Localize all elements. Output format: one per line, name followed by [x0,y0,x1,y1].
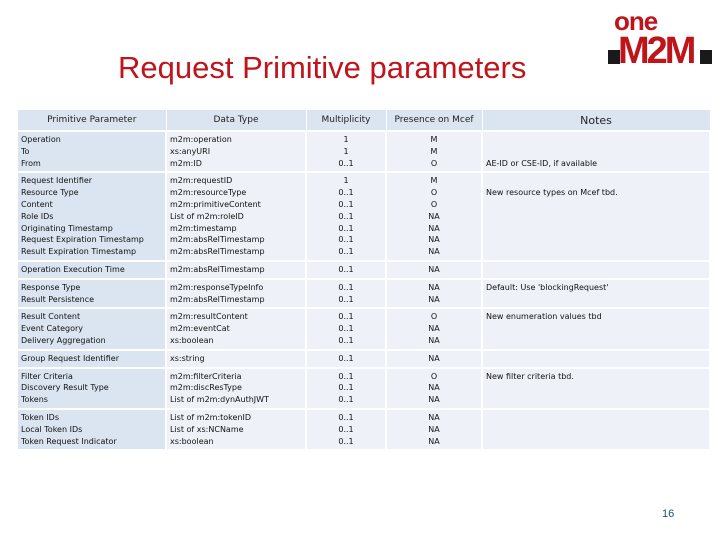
c5-cell [482,279,710,309]
c4-cell [386,350,482,368]
parameter-name: Token Request Indicator [21,436,117,446]
data-type: m2m:requestID [170,176,233,186]
data-type: m2m:absRelTimestamp [170,264,265,274]
presence: M [430,176,438,186]
multiplicity: 0..1 [338,335,354,345]
logo-bar-right [700,50,712,64]
presence: O [430,158,438,168]
multiplicity: 0..1 [338,436,354,446]
data-type: m2m:responseTypeInfo [170,282,264,292]
c2-cell [166,308,306,349]
note [486,234,706,246]
presence: NA [428,412,440,422]
presence: NA [428,247,440,257]
note [486,211,706,223]
presence: M [430,135,438,144]
c3-cell [306,131,386,172]
multiplicity: 1 [343,176,349,186]
note [486,134,706,146]
multiplicity: 0..1 [338,247,354,257]
note [486,424,706,436]
c2-cell [166,279,306,309]
data-type: m2m:eventCat [170,324,230,334]
multiplicity: 0..1 [338,395,354,405]
note: Default: Use 'blockingRequest' [486,282,609,292]
multiplicity: 0..1 [338,199,354,209]
multiplicity: 0..1 [338,383,354,393]
c3-cell [306,368,386,409]
c1-cell [18,308,166,349]
note: New filter criteria tbd. [486,371,574,381]
note [486,323,706,335]
presence: O [430,188,438,198]
table-row [18,350,710,368]
table-row [18,172,710,261]
multiplicity: 0..1 [338,312,354,322]
data-type: xs:boolean [170,335,214,345]
note [486,246,706,258]
presence: O [430,371,438,381]
parameter-name: Response Type [21,282,81,292]
header-data-type: Data Type [166,110,306,131]
c4-cell [386,131,482,172]
c1-cell [18,350,166,368]
parameter-name: Delivery Aggregation [21,335,106,345]
note: New resource types on Mcef tbd. [486,188,618,198]
data-type: xs:anyURI [170,146,211,156]
multiplicity: 0..1 [338,412,354,422]
parameter-name: Token IDs [21,412,59,422]
c5-cell [482,172,710,261]
presence: NA [428,223,440,233]
presence: NA [428,395,440,405]
table-row [18,279,710,309]
c3-cell [306,409,386,450]
data-type: xs:string [170,353,205,363]
c5-cell [482,368,710,409]
note [486,146,706,158]
parameter-name: Local Token IDs [21,424,83,434]
multiplicity: 1 [343,146,349,156]
presence: NA [428,211,440,221]
c3-cell [306,261,386,279]
onem2m-logo [606,6,714,72]
data-type: m2m:timestamp [170,223,237,233]
data-type: m2m:operation [170,135,232,144]
parameter-name: From [21,158,41,168]
presence: NA [428,383,440,393]
parameters-table [18,110,711,451]
presence: M [430,146,438,156]
c2-cell [166,261,306,279]
data-type: m2m:primitiveContent [170,199,261,209]
data-type: m2m:filterCriteria [170,371,242,381]
c2-cell [166,368,306,409]
parameter-name: Tokens [21,395,48,405]
slide-title: Request Primitive parameters [118,50,527,85]
c4-cell [386,368,482,409]
data-type: List of m2m:dynAuthJWT [170,395,269,405]
multiplicity: 0..1 [338,223,354,233]
multiplicity: 0..1 [338,371,354,381]
c5-cell [482,308,710,349]
data-type: xs:boolean [170,436,214,446]
note: New enumeration values tbd [486,312,602,322]
c5-cell [482,131,710,172]
parameter-name: Request Identifier [21,176,93,186]
note [486,175,706,187]
presence: NA [428,353,440,363]
multiplicity: 0..1 [338,235,354,245]
note [486,382,706,394]
note: AE-ID or CSE-ID, if available [486,158,598,168]
parameter-name: Role IDs [21,211,54,221]
multiplicity: 0..1 [338,188,354,198]
c2-cell [166,409,306,450]
c3-cell [306,350,386,368]
presence: NA [428,264,440,274]
presence: NA [428,335,440,345]
parameter-name: Result Persistence [21,294,95,304]
presence: NA [428,294,440,304]
parameter-name: Operation Execution Time [21,264,125,274]
c1-cell [18,261,166,279]
table-header-row [18,110,710,131]
c4-cell [386,279,482,309]
data-type: List of m2m:tokenID [170,412,252,422]
presence: NA [428,282,440,292]
c4-cell [386,409,482,450]
parameter-name: Resource Type [21,188,79,198]
note [486,199,706,211]
c2-cell [166,172,306,261]
multiplicity: 1 [343,135,349,144]
data-type: m2m:absRelTimestamp [170,294,265,304]
multiplicity: 0..1 [338,158,354,168]
parameter-name: Operation [21,135,61,144]
multiplicity: 0..1 [338,353,354,363]
c3-cell [306,308,386,349]
presence: NA [428,424,440,434]
data-type: m2m:absRelTimestamp [170,247,265,257]
c1-cell [18,409,166,450]
data-type: m2m:resultContent [170,312,248,322]
note [486,335,706,347]
header-primitive-parameter: Primitive Parameter [18,110,166,131]
logo-text-one: one [614,6,658,36]
note [486,394,706,406]
multiplicity: 0..1 [338,282,354,292]
parameter-name: Group Request Identifier [21,353,119,363]
table-row [18,131,710,172]
presence: NA [428,324,440,334]
c4-cell [386,172,482,261]
parameter-name: Result Expiration Timestamp [21,247,137,257]
c5-cell [482,409,710,450]
presence: O [430,199,438,209]
data-type: m2m:discResType [170,383,242,393]
c3-cell [306,279,386,309]
parameter-name: Event Category [21,324,84,334]
multiplicity: 0..1 [338,294,354,304]
c2-cell [166,350,306,368]
parameter-name: To [21,146,30,156]
note [486,412,706,424]
data-type: m2m:absRelTimestamp [170,235,265,245]
c5-cell [482,350,710,368]
table-row [18,409,710,450]
header-presence: Presence on Mcef [386,110,482,131]
note [486,436,706,448]
c4-cell [386,308,482,349]
logo-text-m2m: M2M [618,30,694,72]
data-type: List of m2m:roleID [170,211,244,221]
header-multiplicity: Multiplicity [306,110,386,131]
c1-cell [18,131,166,172]
parameter-name: Request Expiration Timestamp [21,235,144,245]
note [486,264,706,276]
note [486,294,706,306]
parameter-name: Filter Criteria [21,371,73,381]
data-type: m2m:ID [170,158,202,168]
data-type: m2m:resourceType [170,188,247,198]
presence: O [430,312,438,322]
parameter-name: Originating Timestamp [21,223,113,233]
c3-cell [306,172,386,261]
c1-cell [18,172,166,261]
parameter-name: Content [21,199,53,209]
c2-cell [166,131,306,172]
table-row [18,261,710,279]
note [486,223,706,235]
page-number: 16 [662,508,675,520]
presence: NA [428,235,440,245]
multiplicity: 0..1 [338,264,354,274]
parameter-name: Discovery Result Type [21,383,109,393]
note [486,353,706,365]
multiplicity: 0..1 [338,424,354,434]
multiplicity: 0..1 [338,324,354,334]
parameter-name: Result Content [21,312,81,322]
data-type: List of xs:NCName [170,424,244,434]
presence: NA [428,436,440,446]
c1-cell [18,368,166,409]
header-notes: Notes [482,110,710,131]
multiplicity: 0..1 [338,211,354,221]
table-row [18,368,710,409]
c5-cell [482,261,710,279]
c4-cell [386,261,482,279]
table-row [18,308,710,349]
c1-cell [18,279,166,309]
